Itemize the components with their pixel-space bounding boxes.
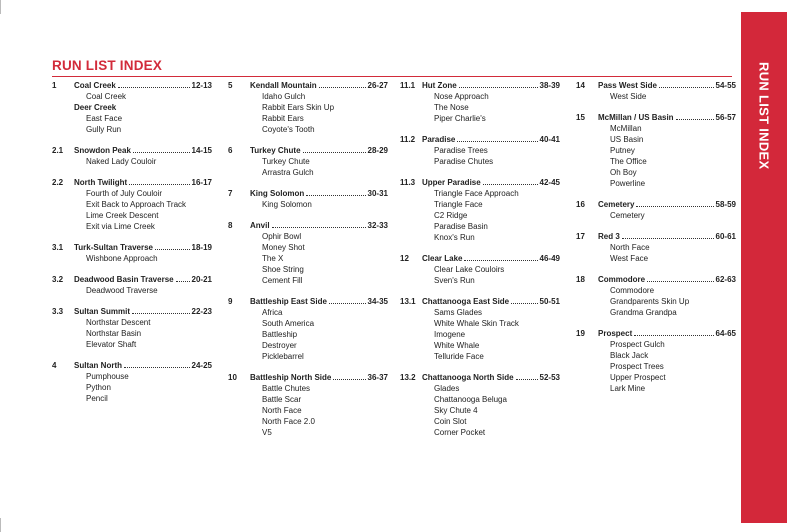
index-column-3 (400, 80, 560, 448)
entry-name: Battleship North Side (250, 373, 332, 382)
run-item: Destroyer (262, 341, 297, 350)
entry-name: Chattanooga East Side (422, 297, 510, 306)
entry-pages: 36-37 (367, 373, 388, 382)
entry-pages: 38-39 (539, 81, 560, 90)
run-item: Rabbit Ears Skin Up (262, 103, 335, 112)
run-item: Pencil (86, 394, 108, 403)
entry-header (228, 145, 388, 156)
entry-number: 7 (228, 189, 233, 198)
entry-number: 15 (576, 113, 585, 122)
run-item: Knox's Run (434, 233, 475, 242)
entry-pages: 52-53 (539, 373, 560, 382)
run-item: The Office (610, 157, 647, 166)
index-entry (52, 145, 212, 167)
run-item: White Whale (434, 341, 480, 350)
entry-pages: 56-57 (715, 113, 736, 122)
entry-name: Chattanooga North Side (422, 373, 514, 382)
run-item: Upper Prospect (610, 373, 666, 382)
entry-header (228, 80, 388, 91)
run-item: Grandparents Skin Up (610, 297, 690, 306)
dot-leader (329, 296, 366, 304)
index-entry (400, 80, 560, 124)
run-item: Triangle Face Approach (434, 189, 519, 198)
entry-header (400, 372, 560, 383)
entry-header (52, 306, 212, 317)
index-entry (52, 80, 212, 135)
entry-pages: 62-63 (715, 275, 736, 284)
entry-name: Sultan North (74, 361, 122, 370)
entry-name: Coal Creek (74, 81, 116, 90)
run-item: Shoe String (262, 265, 304, 274)
run-item: West Side (610, 92, 647, 101)
run-item: White Whale Skin Track (434, 319, 519, 328)
run-item: King Solomon (262, 200, 312, 209)
index-entry (228, 188, 388, 210)
entry-header (400, 177, 560, 188)
entry-pages: 26-27 (367, 81, 388, 90)
run-item: The X (262, 254, 284, 263)
side-tab-label: RUN LIST INDEX (756, 62, 772, 170)
dot-leader (176, 274, 190, 282)
index-entry (576, 231, 736, 264)
entry-number: 10 (228, 373, 237, 382)
entry-name: Upper Paradise (422, 178, 481, 187)
entry-number: 2.1 (52, 146, 64, 155)
dot-leader (483, 177, 538, 185)
sub-area-heading: Deer Creek (74, 103, 117, 112)
index-column-2 (228, 80, 388, 448)
entry-number: 13.1 (400, 297, 416, 306)
run-item: Picklebarrel (262, 352, 304, 361)
entry-number: 17 (576, 232, 585, 241)
index-entry (52, 242, 212, 264)
run-item: Putney (610, 146, 635, 155)
run-item: North Face 2.0 (262, 417, 315, 426)
run-item: Python (86, 383, 111, 392)
dot-leader (457, 134, 537, 142)
index-column-4 (576, 80, 736, 404)
run-item: Exit Back to Approach Track (86, 200, 187, 209)
entry-header (52, 360, 212, 371)
run-item: Wishbone Approach (86, 254, 158, 263)
index-entry (228, 80, 388, 135)
entry-number: 3.2 (52, 275, 64, 284)
run-item: Deadwood Traverse (86, 286, 158, 295)
run-item: US Basin (610, 135, 644, 144)
entry-number: 3.1 (52, 243, 64, 252)
dot-leader (459, 80, 538, 88)
run-item: Turkey Chute (262, 157, 310, 166)
run-item: Rabbit Ears (262, 114, 304, 123)
entry-number: 3.3 (52, 307, 64, 316)
index-entry (400, 253, 560, 286)
entry-header (576, 274, 736, 285)
run-item: Cement Fill (262, 276, 303, 285)
entry-pages: 64-65 (715, 329, 736, 338)
page-title: RUN LIST INDEX (52, 58, 163, 73)
run-item: Powerline (610, 179, 646, 188)
entry-number: 14 (576, 81, 585, 90)
run-item: Naked Lady Couloir (86, 157, 157, 166)
entry-number: 2.2 (52, 178, 64, 187)
run-item: Triangle Face (434, 200, 483, 209)
entry-name: King Solomon (250, 189, 305, 198)
run-item: McMillan (610, 124, 642, 133)
dot-leader (659, 80, 714, 88)
entry-header (576, 199, 736, 210)
run-item: Paradise Trees (434, 146, 488, 155)
entry-name: Sultan Summit (74, 307, 131, 316)
index-entry (400, 177, 560, 243)
run-item: Grandma Grandpa (610, 308, 677, 317)
entry-pages: 32-33 (367, 221, 388, 230)
entry-name: Prospect (598, 329, 633, 338)
entry-pages: 14-15 (191, 146, 212, 155)
entry-pages: 60-61 (715, 232, 736, 241)
entry-number: 8 (228, 221, 233, 230)
run-item: Fourth of July Couloir (86, 189, 163, 198)
index-column-1 (52, 80, 212, 414)
run-item: Sams Glades (434, 308, 483, 317)
dot-leader (516, 372, 538, 380)
entry-number: 13.2 (400, 373, 416, 382)
entry-number: 6 (228, 146, 233, 155)
entry-pages: 24-25 (191, 361, 212, 370)
run-item: Paradise Chutes (434, 157, 494, 166)
entry-number: 18 (576, 275, 585, 284)
entry-number: 19 (576, 329, 585, 338)
dot-leader (118, 80, 190, 88)
dot-leader (272, 220, 366, 228)
dot-leader (303, 145, 366, 153)
run-item: C2 Ridge (434, 211, 468, 220)
entry-header (228, 220, 388, 231)
entry-header (576, 231, 736, 242)
run-item: Oh Boy (610, 168, 637, 177)
run-item: Piper Charlie's (434, 114, 486, 123)
run-item: Black Jack (610, 351, 649, 360)
run-item: Cemetery (610, 211, 645, 220)
index-entry (52, 360, 212, 404)
entry-header (228, 296, 388, 307)
entry-number: 12 (400, 254, 409, 263)
run-item: Northstar Basin (86, 329, 142, 338)
entry-header (228, 372, 388, 383)
entry-name: Clear Lake (422, 254, 463, 263)
run-item: Glades (434, 384, 460, 393)
entry-header (52, 80, 212, 91)
entry-name: North Twilight (74, 178, 128, 187)
entry-pages: 16-17 (191, 178, 212, 187)
entry-name: Red 3 (598, 232, 620, 241)
entry-name: Kendall Mountain (250, 81, 317, 90)
entry-pages: 50-51 (539, 297, 560, 306)
entry-name: Paradise (422, 135, 456, 144)
run-item: West Face (610, 254, 649, 263)
entry-header (52, 177, 212, 188)
index-entry (400, 134, 560, 167)
run-item: Battleship (262, 330, 298, 339)
dot-leader (132, 306, 190, 314)
run-item: North Face (262, 406, 302, 415)
entry-name: Turkey Chute (250, 146, 301, 155)
entry-number: 11.3 (400, 178, 416, 187)
dot-leader (129, 177, 189, 185)
run-item: Arrastra Gulch (262, 168, 314, 177)
entry-name: Snowdon Peak (74, 146, 131, 155)
index-entry (228, 220, 388, 286)
run-item: Coal Creek (86, 92, 127, 101)
entry-pages: 20-21 (191, 275, 212, 284)
entry-number: 4 (52, 361, 57, 370)
entry-pages: 30-31 (367, 189, 388, 198)
entry-name: Cemetery (598, 200, 635, 209)
entry-name: Deadwood Basin Traverse (74, 275, 174, 284)
title-rule (52, 76, 732, 77)
run-item: Prospect Gulch (610, 340, 665, 349)
entry-header (52, 274, 212, 285)
index-entry (400, 296, 560, 362)
entry-header (400, 296, 560, 307)
run-item: Exit via Lime Creek (86, 222, 155, 231)
dot-leader (622, 231, 714, 239)
run-item: Money Shot (262, 243, 305, 252)
dot-leader (133, 145, 190, 153)
entry-name: Battleship East Side (250, 297, 327, 306)
entry-pages: 46-49 (539, 254, 560, 263)
entry-header (228, 188, 388, 199)
entry-name: Hut Zone (422, 81, 457, 90)
index-entry (52, 274, 212, 296)
index-entry (52, 177, 212, 232)
entry-number: 16 (576, 200, 585, 209)
run-item: Coyote's Tooth (262, 125, 315, 134)
dot-leader (634, 328, 713, 336)
run-item: V5 (262, 428, 272, 437)
run-item: Nose Approach (434, 92, 489, 101)
index-entry (228, 372, 388, 438)
entry-pages: 34-35 (367, 297, 388, 306)
run-item: Battle Scar (262, 395, 302, 404)
run-item: Battle Chutes (262, 384, 311, 393)
entry-header (400, 80, 560, 91)
run-item: Corner Pocket (434, 428, 486, 437)
index-entry (228, 296, 388, 362)
entry-header (400, 134, 560, 145)
entry-header (576, 80, 736, 91)
run-item: Idaho Gulch (262, 92, 306, 101)
run-item: Lark Mine (610, 384, 646, 393)
run-item: Africa (262, 308, 283, 317)
dot-leader (511, 296, 537, 304)
index-entry (400, 372, 560, 438)
run-item: The Nose (434, 103, 469, 112)
run-item: Northstar Descent (86, 318, 151, 327)
run-item: Lime Creek Descent (86, 211, 159, 220)
dot-leader (647, 274, 713, 282)
entry-number: 11.1 (400, 81, 416, 90)
entry-name: Turk-Sultan Traverse (74, 243, 153, 252)
dot-leader (464, 253, 537, 261)
entry-header (52, 242, 212, 253)
run-item: South America (262, 319, 315, 328)
run-item: Gully Run (86, 125, 122, 134)
entry-name: Pass West Side (598, 81, 657, 90)
index-entry (576, 80, 736, 102)
index-entry (576, 199, 736, 221)
dot-leader (319, 80, 366, 88)
run-item: Chattanooga Beluga (434, 395, 507, 404)
entry-pages: 54-55 (715, 81, 736, 90)
index-entry (576, 274, 736, 318)
run-item: Prospect Trees (610, 362, 664, 371)
entry-pages: 12-13 (191, 81, 212, 90)
entry-pages: 58-59 (715, 200, 736, 209)
run-item: North Face (610, 243, 650, 252)
dot-leader (124, 360, 190, 368)
entry-header (52, 145, 212, 156)
run-item: Imogene (434, 330, 466, 339)
entry-pages: 22-23 (191, 307, 212, 316)
run-item: Pumphouse (86, 372, 129, 381)
entry-number: 1 (52, 81, 57, 90)
dot-leader (636, 199, 713, 207)
dot-leader (306, 188, 365, 196)
run-item: Ophir Bowl (262, 232, 302, 241)
run-item: Paradise Basin (434, 222, 488, 231)
crop-mark (0, 0, 1, 14)
entry-header (576, 328, 736, 339)
dot-leader (155, 242, 190, 250)
run-item: Elevator Shaft (86, 340, 137, 349)
entry-number: 5 (228, 81, 233, 90)
entry-number: 9 (228, 297, 233, 306)
run-item: Telluride Face (434, 352, 484, 361)
dot-leader (676, 112, 714, 120)
crop-mark (0, 518, 1, 532)
entry-name: Commodore (598, 275, 646, 284)
entry-name: McMillan / US Basin (598, 113, 674, 122)
run-item: Sky Chute 4 (434, 406, 478, 415)
index-entry (228, 145, 388, 178)
entry-pages: 18-19 (191, 243, 212, 252)
run-item: Commodore (610, 286, 655, 295)
index-entry (576, 112, 736, 189)
index-entry (52, 306, 212, 350)
dot-leader (333, 372, 365, 380)
entry-name: Anvil (250, 221, 270, 230)
entry-number: 11.2 (400, 135, 416, 144)
entry-pages: 40-41 (539, 135, 560, 144)
entry-pages: 42-45 (539, 178, 560, 187)
run-item: Clear Lake Couloirs (434, 265, 505, 274)
index-entry (576, 328, 736, 394)
run-item: Coin Slot (434, 417, 467, 426)
entry-header (576, 112, 736, 123)
run-item: East Face (86, 114, 123, 123)
entry-pages: 28-29 (367, 146, 388, 155)
run-item: Sven's Run (434, 276, 475, 285)
entry-header (400, 253, 560, 264)
